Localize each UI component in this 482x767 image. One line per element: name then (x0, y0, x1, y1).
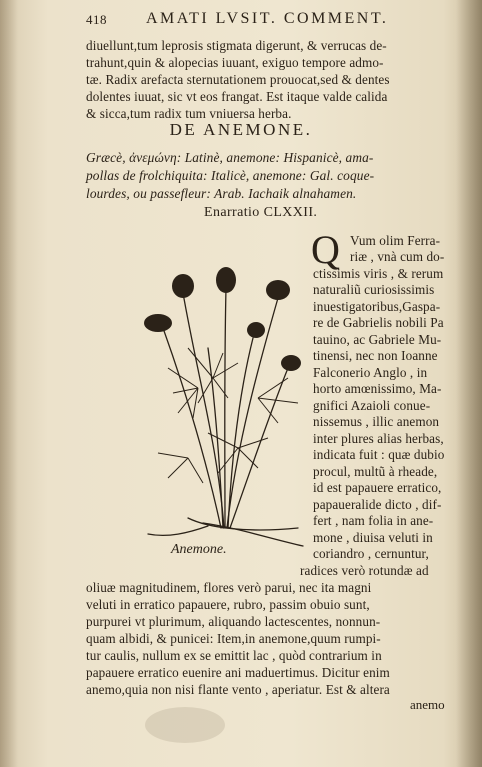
column-line: nissemus , illic anemon (313, 414, 440, 429)
text-line: quam albidi, & punicei: Item,in anemone,quum rumpi- (86, 631, 381, 646)
column-line: re de Gabrielis nobili Pa (313, 315, 444, 330)
figure-caption: Anemone. (171, 542, 227, 557)
section-heading: DE ANEMONE. (169, 120, 313, 139)
page-number: 418 (86, 12, 107, 27)
column-line: naturaliũ curiosissimis (313, 282, 435, 297)
column-line: Vum olim Ferra- (350, 233, 441, 248)
column-line: inter plures alias herbas, (313, 431, 444, 446)
column-line: riæ , vnà cum do- (350, 249, 445, 264)
column-line: mone , diuisa veluti in (313, 530, 433, 545)
text-line: anemo,quia non nisi flante vento , aperiatur. Est & altera (86, 682, 390, 697)
anemone-woodcut-illustration (128, 228, 313, 548)
synonym-line: lourdes, ou passefleur: Arab. Iachaik alnahamen. (86, 186, 357, 201)
running-title: AMATI LVSIT. COMMENT. (146, 10, 389, 27)
column-line: gnifici Azaioli conue- (313, 398, 431, 413)
column-line: indicata fuit : quæ dubio (313, 447, 445, 462)
text-line: papauere erratico euenire ani maduertimus. Dicitur enim (86, 665, 390, 680)
catchword: anemo (410, 697, 445, 712)
text-line: trahunt,quin & alopecias iuuant, exiguo tempore admo- (86, 55, 384, 70)
column-line: ctissimis viris , & rerum (313, 266, 444, 281)
synonym-line: Græcè, ἀνεμώνη: Latinè, anemone: Hispanicè, ama- (86, 150, 374, 165)
column-line: Falconerio Anglo , in (313, 365, 428, 380)
bleed-through-stain (140, 700, 230, 750)
column-line: coriandro , cernuntur, (313, 546, 429, 561)
page-header (86, 10, 446, 32)
text-line: purpurei vt plurimum, aliquando lactescentes, nonnun- (86, 614, 381, 629)
text-line: & sicca,tum radix tum vniuersa herba. (86, 106, 292, 121)
column-line: inuestigatoribus,Gaspa- (313, 299, 441, 314)
drop-cap: Q (311, 227, 340, 272)
enarratio-heading: Enarratio CLXXII. (204, 205, 318, 220)
text-line: diuellunt,tum leprosis stigmata digerunt, & verrucas de- (86, 38, 387, 53)
column-line: fert , nam folia in ane- (313, 513, 434, 528)
column-line: tauino, ac Gabriele Mu- (313, 332, 442, 347)
gutter-shadow (0, 0, 18, 767)
text-line: tæ. Radix arefacta sternutationem prouocat,sed & dentes (86, 72, 390, 87)
text-line: dolentes iuuat, sic vt eos frangat. Est itaque valde calida (86, 89, 388, 104)
column-line: horto amœnissimo, Ma- (313, 381, 442, 396)
text-line: oliuæ magnitudinem, flores verò parui, nec ita magni (86, 580, 372, 595)
column-line: papaueralide dicto , dif- (313, 497, 442, 512)
column-line: tinensi, nec non Ioanne (313, 348, 438, 363)
text-line: veluti in erratico papauere, rubro, passim obuio sunt, (86, 597, 370, 612)
page-edge-shadow (456, 0, 482, 767)
text-line: tur caulis, nullum ex se emittit lac , quòd contrarium in (86, 648, 382, 663)
synonym-line: pollas de frolchiquita: Italicè, anemone: Gal. coque- (86, 168, 375, 183)
column-line: id est papauere erratico, (313, 480, 442, 495)
column-line: radices verò rotundæ ad (300, 563, 429, 578)
column-line: procul, multũ à rheade, (313, 464, 438, 479)
